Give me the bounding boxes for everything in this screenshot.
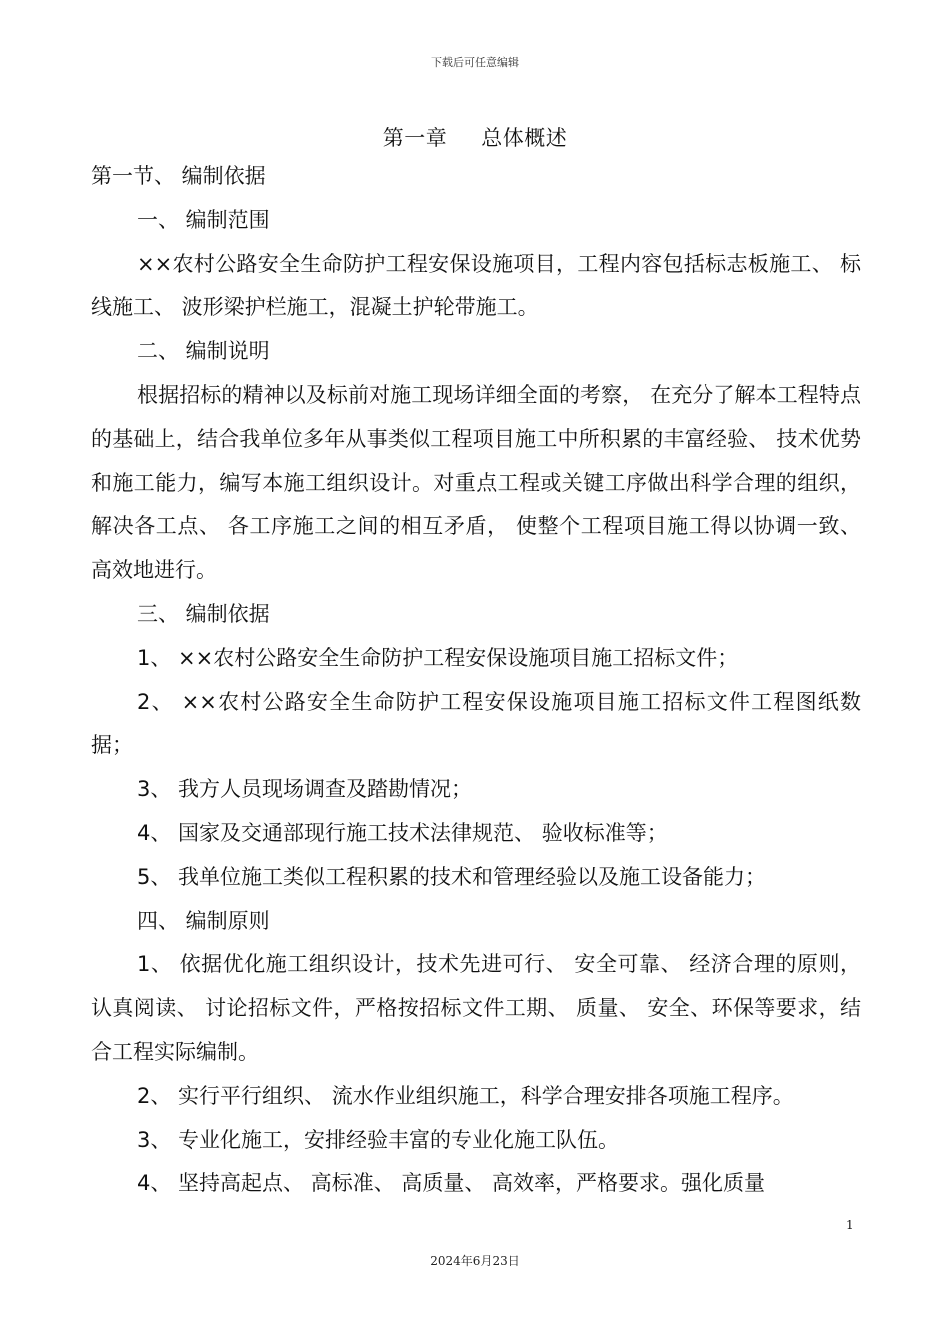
list-item: 4、 坚持高起点、 高标准、 高质量、 高效率，严格要求。强化质量 xyxy=(137,1171,766,1196)
list-item: 1、 ××农村公路安全生命防护工程安保设施项目施工招标文件； xyxy=(137,645,739,670)
document-body xyxy=(91,155,861,1206)
section-heading: 第一节、 编制依据 xyxy=(91,164,266,188)
list-item: 2、 实行平行组织、 流水作业组织施工，科学合理安排各项施工程序。 xyxy=(137,1083,794,1108)
subsection-heading: 一、 编制范围 xyxy=(137,207,270,232)
subsection-heading: 三、 编制依据 xyxy=(137,601,270,626)
chapter-number: 第一章 xyxy=(382,126,448,150)
list-item: 2、 ××农村公路安全生命防护工程安保设施项目施工招标文件工程图纸数据； xyxy=(91,689,861,758)
page-header: 下载后可任意编辑 xyxy=(431,56,519,69)
list-item: 1、 依据优化施工组织设计，技术先进可行、 安全可靠、 经济合理的原则，认真阅读、 讨论招标文件，严格按招标文件工期、 质量、 安全、环保等要求，结合工程实际编制。 xyxy=(91,952,861,1064)
chapter-name: 总体概述 xyxy=(481,126,568,150)
chapter-title xyxy=(0,122,950,152)
subsection-heading: 二、 编制说明 xyxy=(137,339,270,364)
list-item: 3、 我方人员现场调查及踏勘情况； xyxy=(137,777,473,802)
page-number: 1 xyxy=(846,1218,854,1232)
paragraph: ××农村公路安全生命防护工程安保设施项目，工程内容包括标志板施工、 标线施工、 波形梁护栏施工，混凝土护轮带施工。 xyxy=(91,251,861,320)
page-footer-date: 2024年6月23日 xyxy=(430,1254,520,1268)
list-item: 5、 我单位施工类似工程积累的技术和管理经验以及施工设备能力； xyxy=(137,864,767,889)
paragraph: 根据招标的精神以及标前对施工现场详细全面的考察， 在充分了解本工程特点的基础上，结合我单位多年从事类似工程项目施工中所积累的丰富经验、 技术优势和施工能力，编写本施工组织设计。对重点工程或关键工序做出科学合理的组织， 解决各工点、 各工序施工之间的相互矛盾， 使整个工程项目施工得以协调一致、 高效地进行。 xyxy=(91,382,861,583)
list-item: 3、 专业化施工，安排经验丰富的专业化施工队伍。 xyxy=(137,1127,620,1152)
subsection-heading: 四、 编制原则 xyxy=(137,908,270,933)
list-item: 4、 国家及交通部现行施工技术法律规范、 验收标准等； xyxy=(137,820,668,845)
